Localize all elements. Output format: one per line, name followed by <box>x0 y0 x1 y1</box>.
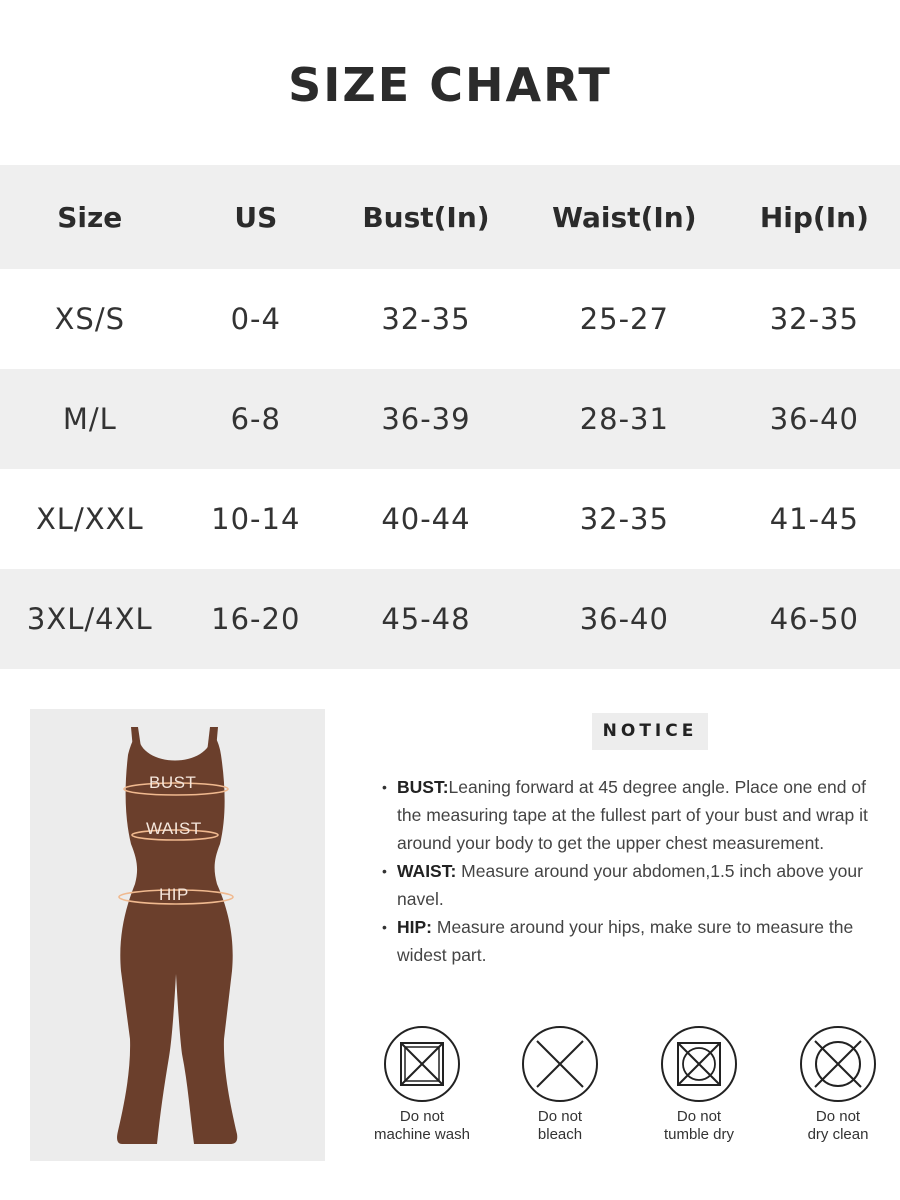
header-hip: Hip(In) <box>759 200 869 234</box>
cell-us: 6-8 <box>230 402 281 436</box>
bullet-icon: • <box>382 919 387 935</box>
care-item <box>352 1025 492 1144</box>
care-label-line1: Do not <box>399 1108 445 1125</box>
header-waist: Waist(In) <box>552 200 697 234</box>
table-row <box>0 269 900 369</box>
cell-size: XL/XXL <box>35 502 144 536</box>
cell-size: M/L <box>62 402 117 436</box>
cell-hip: 32-35 <box>769 302 859 336</box>
note-hip <box>382 913 872 969</box>
cell-us: 16-20 <box>211 602 301 636</box>
cell-bust: 36-39 <box>381 402 471 436</box>
cell-bust: 32-35 <box>381 302 471 336</box>
cell-hip: 36-40 <box>769 402 859 436</box>
table-row <box>0 469 900 569</box>
cell-size: XS/S <box>54 302 126 336</box>
waist-label: WAIST <box>146 819 202 838</box>
header-us: US <box>234 200 278 234</box>
hip-label: HIP <box>159 885 189 904</box>
do-not-tumble-dry-icon <box>660 1025 738 1103</box>
note-term: BUST: <box>397 777 449 797</box>
care-label-line1: Do not <box>537 1108 583 1125</box>
note-text: Measure around your abdomen,1.5 inch above your navel. <box>397 861 863 909</box>
note-waist <box>382 857 872 913</box>
bust-label: BUST <box>149 773 197 792</box>
care-label-line2: machine wash <box>374 1126 470 1143</box>
cell-waist: 32-35 <box>579 502 669 536</box>
cell-bust: 40-44 <box>381 502 471 536</box>
care-label-line2: bleach <box>537 1126 583 1143</box>
note-term: WAIST: <box>397 861 457 881</box>
cell-hip: 46-50 <box>769 602 859 636</box>
care-label-line1: Do not <box>815 1108 861 1125</box>
header-bust: Bust(In) <box>362 200 490 234</box>
do-not-dry-clean-icon <box>799 1025 877 1103</box>
cell-waist: 25-27 <box>579 302 669 336</box>
care-item <box>768 1025 900 1144</box>
cell-waist: 36-40 <box>579 602 669 636</box>
cell-size: 3XL/4XL <box>26 602 153 636</box>
page-title: SIZE CHART <box>288 58 612 112</box>
note-bust <box>382 773 872 857</box>
bullet-icon: • <box>382 863 387 879</box>
measurement-notes <box>382 773 872 969</box>
care-label-line1: Do not <box>676 1108 722 1125</box>
notice-badge: NOTICE <box>592 713 708 750</box>
care-item <box>629 1025 769 1144</box>
table-row <box>0 569 900 669</box>
table-row <box>0 369 900 469</box>
care-label-line2: dry clean <box>807 1126 869 1143</box>
cell-us: 0-4 <box>230 302 281 336</box>
size-table <box>0 165 900 669</box>
note-text: Leaning forward at 45 degree angle. Place one end of the measuring tape at the fullest part of your bust and wrap it around your body to get the upper chest measurement. <box>397 777 868 853</box>
do-not-machine-wash-icon <box>383 1025 461 1103</box>
cell-hip: 41-45 <box>769 502 859 536</box>
table-header-row <box>0 165 900 269</box>
care-label-line2: tumble dry <box>663 1126 735 1143</box>
care-instructions <box>0 1025 900 1155</box>
do-not-bleach-icon <box>521 1025 599 1103</box>
note-term: HIP: <box>397 917 432 937</box>
note-text: Measure around your hips, make sure to measure the widest part. <box>397 917 854 965</box>
header-size: Size <box>57 200 123 234</box>
cell-us: 10-14 <box>211 502 301 536</box>
cell-waist: 28-31 <box>579 402 669 436</box>
care-item <box>490 1025 630 1144</box>
bullet-icon: • <box>382 779 387 795</box>
cell-bust: 45-48 <box>381 602 471 636</box>
